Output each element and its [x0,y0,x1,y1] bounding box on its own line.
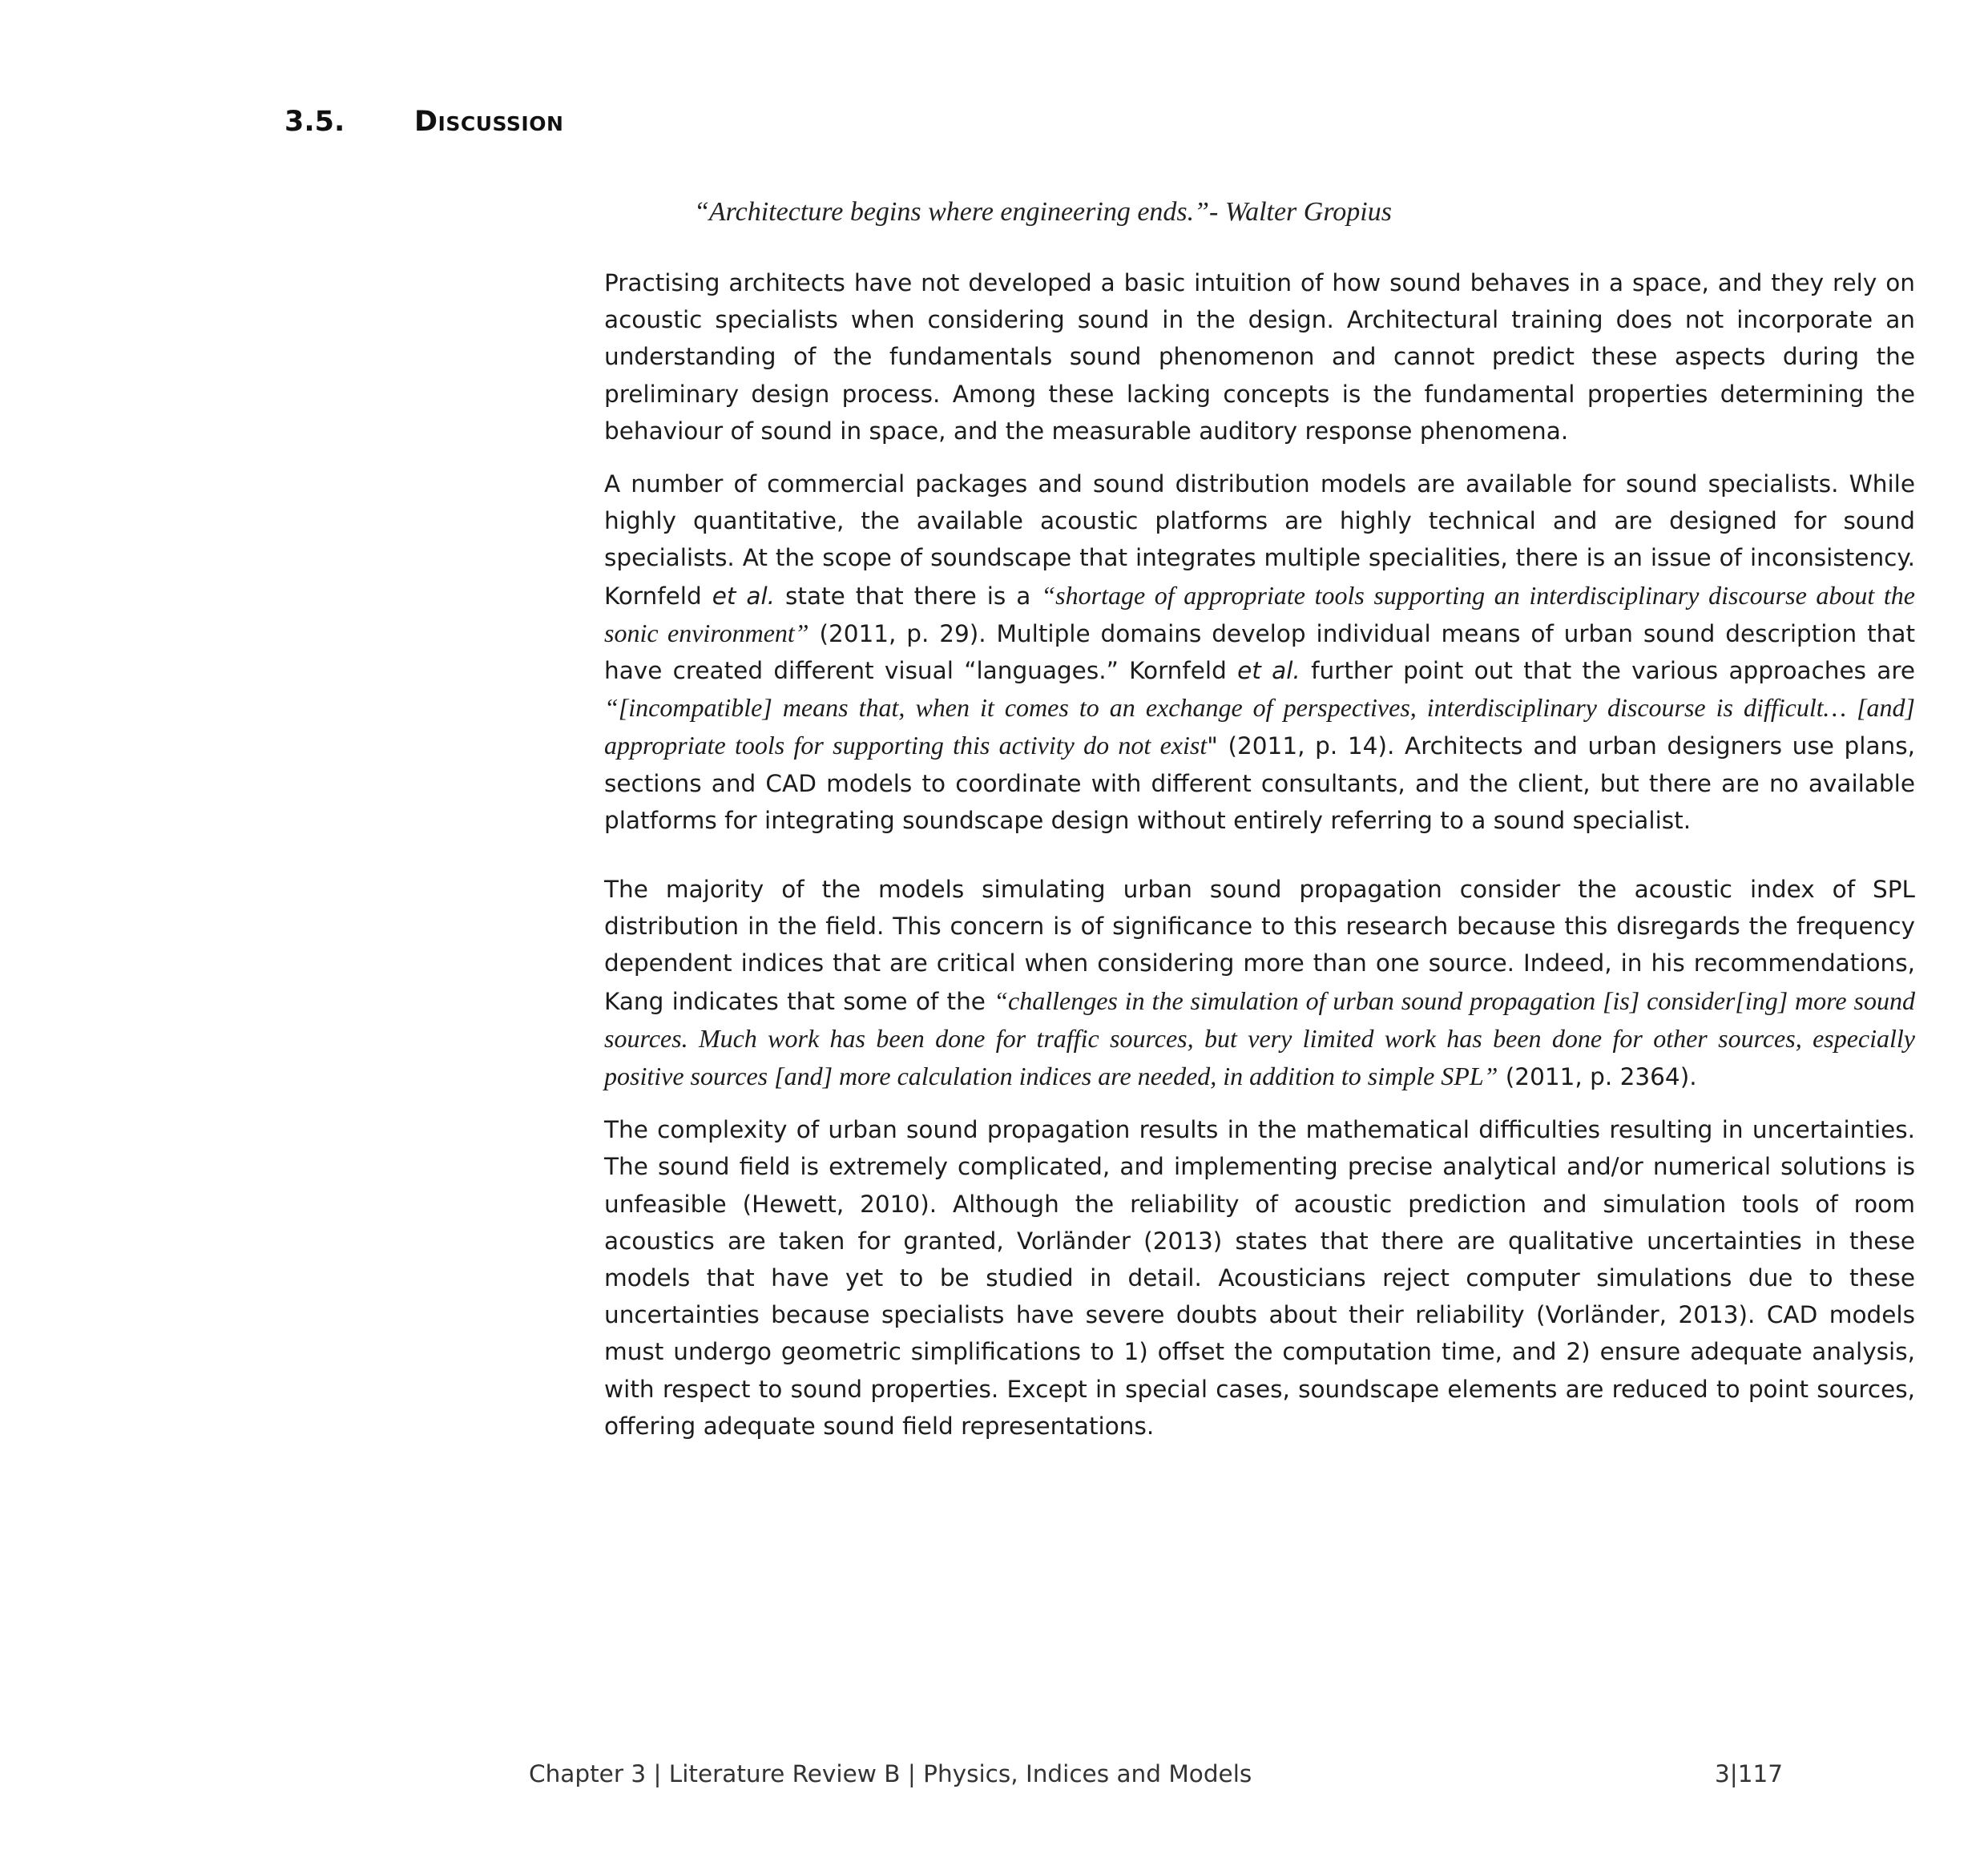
p2-et-al-2: et al. [1237,657,1300,685]
p2-text-a: A number of commercial packages and sound distribution models are available for sound specialists. While highly quantitative, the available acoustic platforms are highly technical and are designed for sound specialists. At the scope of soundscape that integrates multiple specialities, there is an issue of inconsistency. Kornfeld [604,470,1915,610]
section-number: 3.5. [284,106,345,138]
p2-text-e: (2011, p. 29). Multiple domains develop individual means of urban sound description that have created different visual “languages.” Kornfeld [604,619,1916,685]
p2-quote-2: “[incompatible] means that, when it comes to an exchange of perspectives, interdisciplinary discourse is difficult… [and] appropriate tools for supporting this activity do not exist [604,693,1915,760]
paragraph-4: The complexity of urban sound propagation results in the mathematical difficulties resulting in uncertainties. The sound field is extremely complicated, and implementing precise analytical and/or numerical solutions is unfeasible (Hewett, 2010). Although the reliability of acoustic prediction and simulation tools of room acoustics are taken for granted, Vorländer (2013) states that there are qualitative uncertainties in these models that have yet to be studied in detail. Acousticians reject computer simulations due to these uncertainties because specialists have severe doubts about their reliability (Vorländer, 2013). CAD models must undergo geometric simplifications to 1) offset the computation time, and 2) ensure adequate analysis, with respect to sound properties. Except in special cases, soundscape elements are reduced to point sources, offering adequate sound field representations. [604,1116,1915,1440]
footer-page-number: 3|117 [1715,1760,1784,1787]
paragraph-1: Practising architects have not developed a basic intuition of how sound behaves in a space, and they rely on acoustic specialists when considering sound in the design. Architectural training does not incorporate an understanding of the fundamentals sound phenomenon and cannot predict these aspects during the preliminary design process. Among these lacking concepts is the fundamental properties determining the behaviour of sound in space, and the measurable auditory response phenomena. [604,269,1915,445]
p3-quote: “challenges in the simulation of urban sound propagation [is] consider[ing] more sound sources. Much work has been done for traffic sources, but very limited work has been done for other sources, especially positive sources [and] more calculation indices are needed, in addition to simple SPL” [604,985,1915,1091]
p2-text-c: state that there is a [775,582,1042,610]
p2-text-i: " (2011, p. 14). Architects and urban designers use plans, sections and CAD models to coordinate with different consultants, and the client, but there are no available platforms for integrating soundscape design without entirely referring to a sound specialist. [604,732,1916,834]
p2-text-g: further point out that the various approaches are [1300,657,1916,685]
paragraph-2 [604,465,1915,839]
section-title: Discussion [414,106,564,138]
p3-text-a: The majority of the models simulating urban sound propagation consider the acoustic index of SPL distribution in the field. This concern is of significance to this research because this disregards the frequency dependent indices that are critical when considering more than one source. Indeed, in his recommendations, Kang indicates that some of the [604,876,1915,1015]
footer-chapter: Chapter 3 | Literature Review B | Physics, Indices and Models [529,1760,1252,1787]
p3-text-c: (2011, p. 2364). [1498,1063,1697,1091]
section-heading [284,106,563,138]
body-text [604,264,1915,1461]
epigraph-quote: “Architecture begins where engineering ends.”- Walter Gropius [694,197,1392,227]
paragraph-3 [604,871,1915,1095]
p2-et-al-1: et al. [712,582,776,610]
p2-quote-1: “shortage of appropriate tools supporting an interdisciplinary discourse about the sonic environment” [604,580,1915,647]
